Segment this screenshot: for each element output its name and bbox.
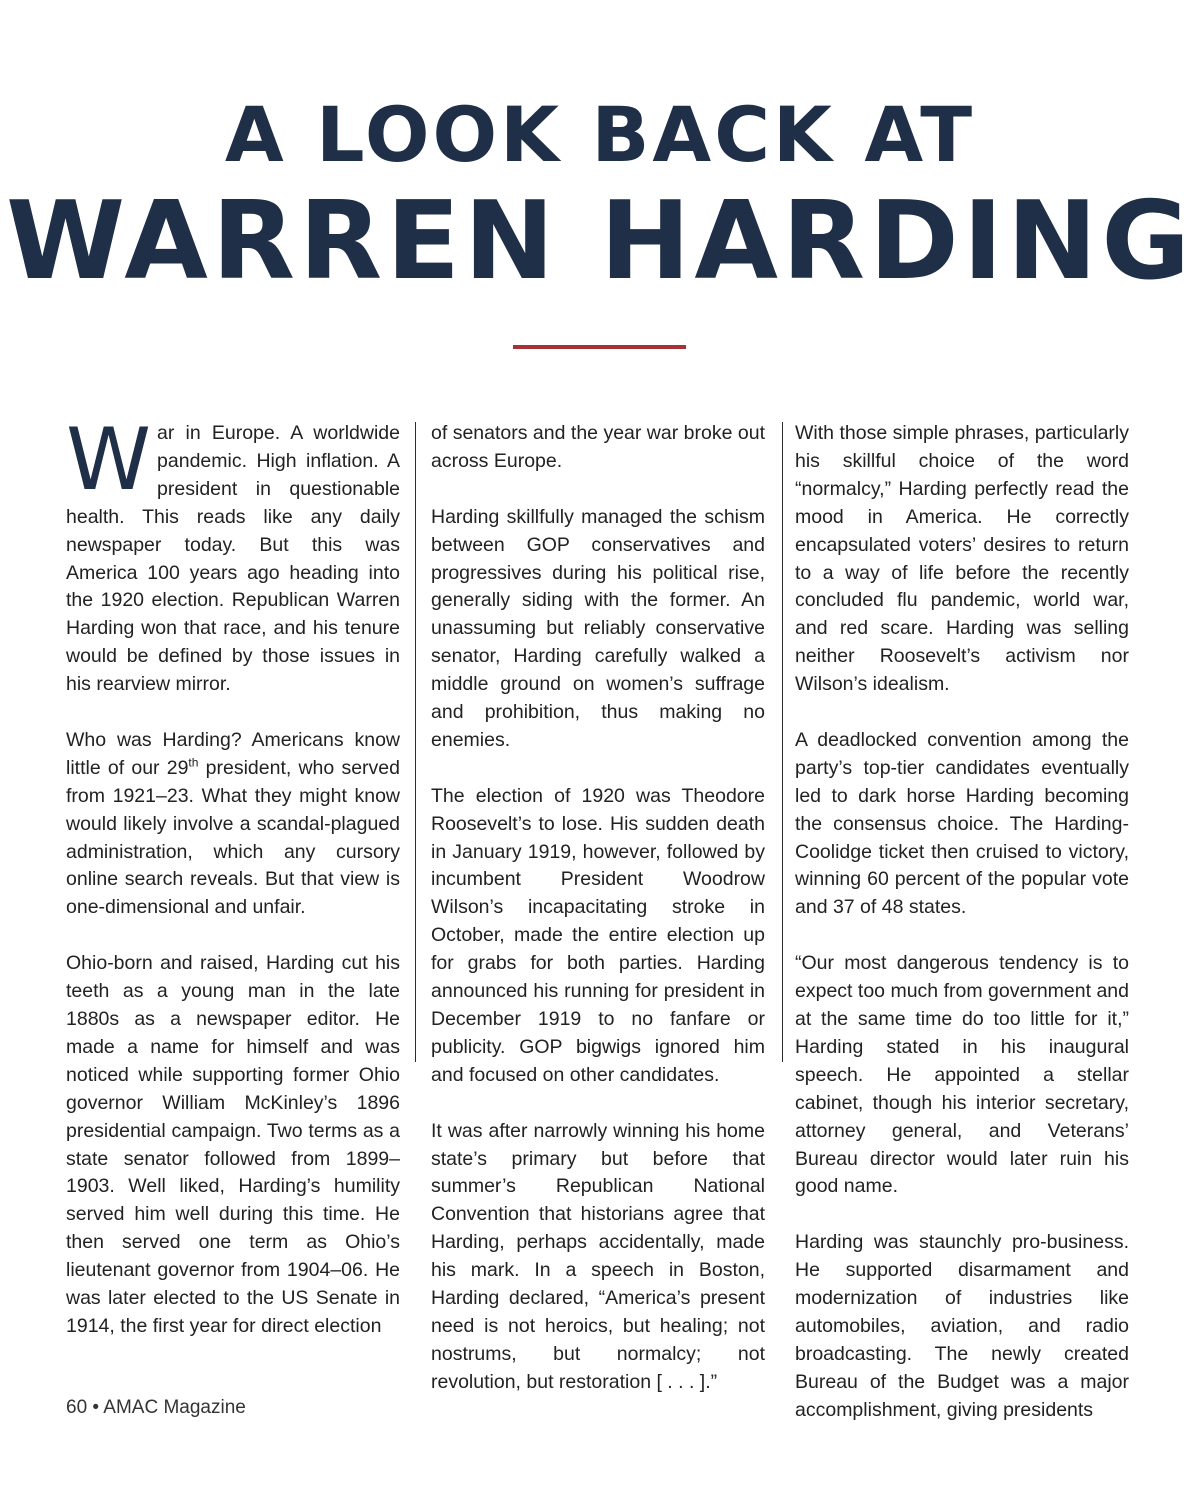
paragraph (66, 727, 400, 922)
paragraph: Ohio-born and raised, Harding cut his teeth as a young man in the late 1880s as a newspaper editor. He made a name for himself and was noticed while supporting former Ohio governor William McKinley’s 1896 presidential campaign. Two terms as a state senator followed from 1899–1903. Well liked, Harding’s humility served him well during this time. He then served one term as Ohio’s lieutenant governor from 1904–06. He was later elected to the US Senate in 1914, the first year for direct election (66, 952, 400, 1337)
paragraph-text: president, who served from 1921–23. What they might know would likely involve a scandal-plagued administration, which any cursory online search reveals. But that view is one-dimensional and unfair. (66, 756, 400, 919)
paragraph-text: Who was Harding? Americans know little of our 29 (66, 728, 400, 779)
paragraph: The election of 1920 was Theodore Roosevelt’s to lose. His sudden death in January 1919, however, followed by incumbent President Woodrow Wilson’s incapacitating stroke in October, made the entire election up for grabs for both parties. Harding announced his running for president in December 1919 to no fanfare or publicity. GOP bigwigs ignored him and focused on other candidates. (431, 784, 765, 1086)
paragraph (66, 410, 400, 699)
column-divider-right (782, 422, 783, 1062)
article-column-2 (431, 420, 765, 1397)
paragraph: A deadlocked convention among the party’s top-tier candidates eventually led to dark horse Harding becoming the consensus choice. The Harding-Coolidge ticket then cruised to victory, winning 60 percent of the popular vote and 37 of 48 states. (795, 728, 1129, 919)
headline-title: WARREN HARDING (6, 179, 1194, 304)
paragraph: With those simple phrases, particularly his skillful choice of the word “normalcy,” Harding perfectly read the mood in America. He correctly encapsulated voters’ desires to return to a way of life before the recently concluded flu pandemic, world war, and red scare. Harding was selling neither Roosevelt’s activism nor Wilson’s idealism. (795, 422, 1129, 696)
article-column-3 (795, 420, 1129, 1425)
column-divider-left (415, 422, 416, 1062)
paragraph: It was after narrowly winning his home state’s primary but before that summer’s Republican National Convention that historians agree that Harding, perhaps accidentally, made his mark. In a speech in Boston, Harding declared, “America’s present need is not heroics, but healing; not nostrums, but normalcy; not revolution, but restoration [ . . . ].” (431, 1119, 765, 1393)
title-divider (513, 345, 686, 349)
paragraph-text: ar in Europe. A worldwide pandemic. High inflation. A president in questionable health. This reads like any daily newspaper today. But this was America 100 years ago heading into the 1920 election. Republican Warren Harding won that race, and his tenure would be defined by those issues in his rearview mirror. (66, 422, 400, 696)
drop-cap: W (66, 410, 152, 510)
paragraph: “Our most dangerous tendency is to expect too much from government and at the same time do too little for it,” Harding stated in his inaugural speech. He appointed a stellar cabinet, though his interior secretary, attorney general, and Veterans’ Bureau director would later ruin his good name. (795, 952, 1129, 1198)
article-column-1 (66, 410, 400, 1341)
headline-kicker: A LOOK BACK AT (224, 90, 976, 179)
ordinal-suffix: th (188, 755, 199, 770)
paragraph: Harding was staunchly pro-business. He supported disarmament and modernization of industries like automobiles, aviation, and radio broadcasting. The newly created Bureau of the Budget was a major accomplishment, giving presidents (795, 1231, 1129, 1421)
paragraph: Harding skillfully managed the schism between GOP conservatives and progressives during his political rise, generally siding with the former. An unassuming but reliably conservative senator, Harding carefully walked a middle ground on women’s suffrage and prohibition, thus making no enemies. (431, 505, 765, 751)
page-footer: 60 • AMAC Magazine (66, 1397, 246, 1418)
paragraph: of senators and the year war broke out across Europe. (431, 422, 765, 472)
